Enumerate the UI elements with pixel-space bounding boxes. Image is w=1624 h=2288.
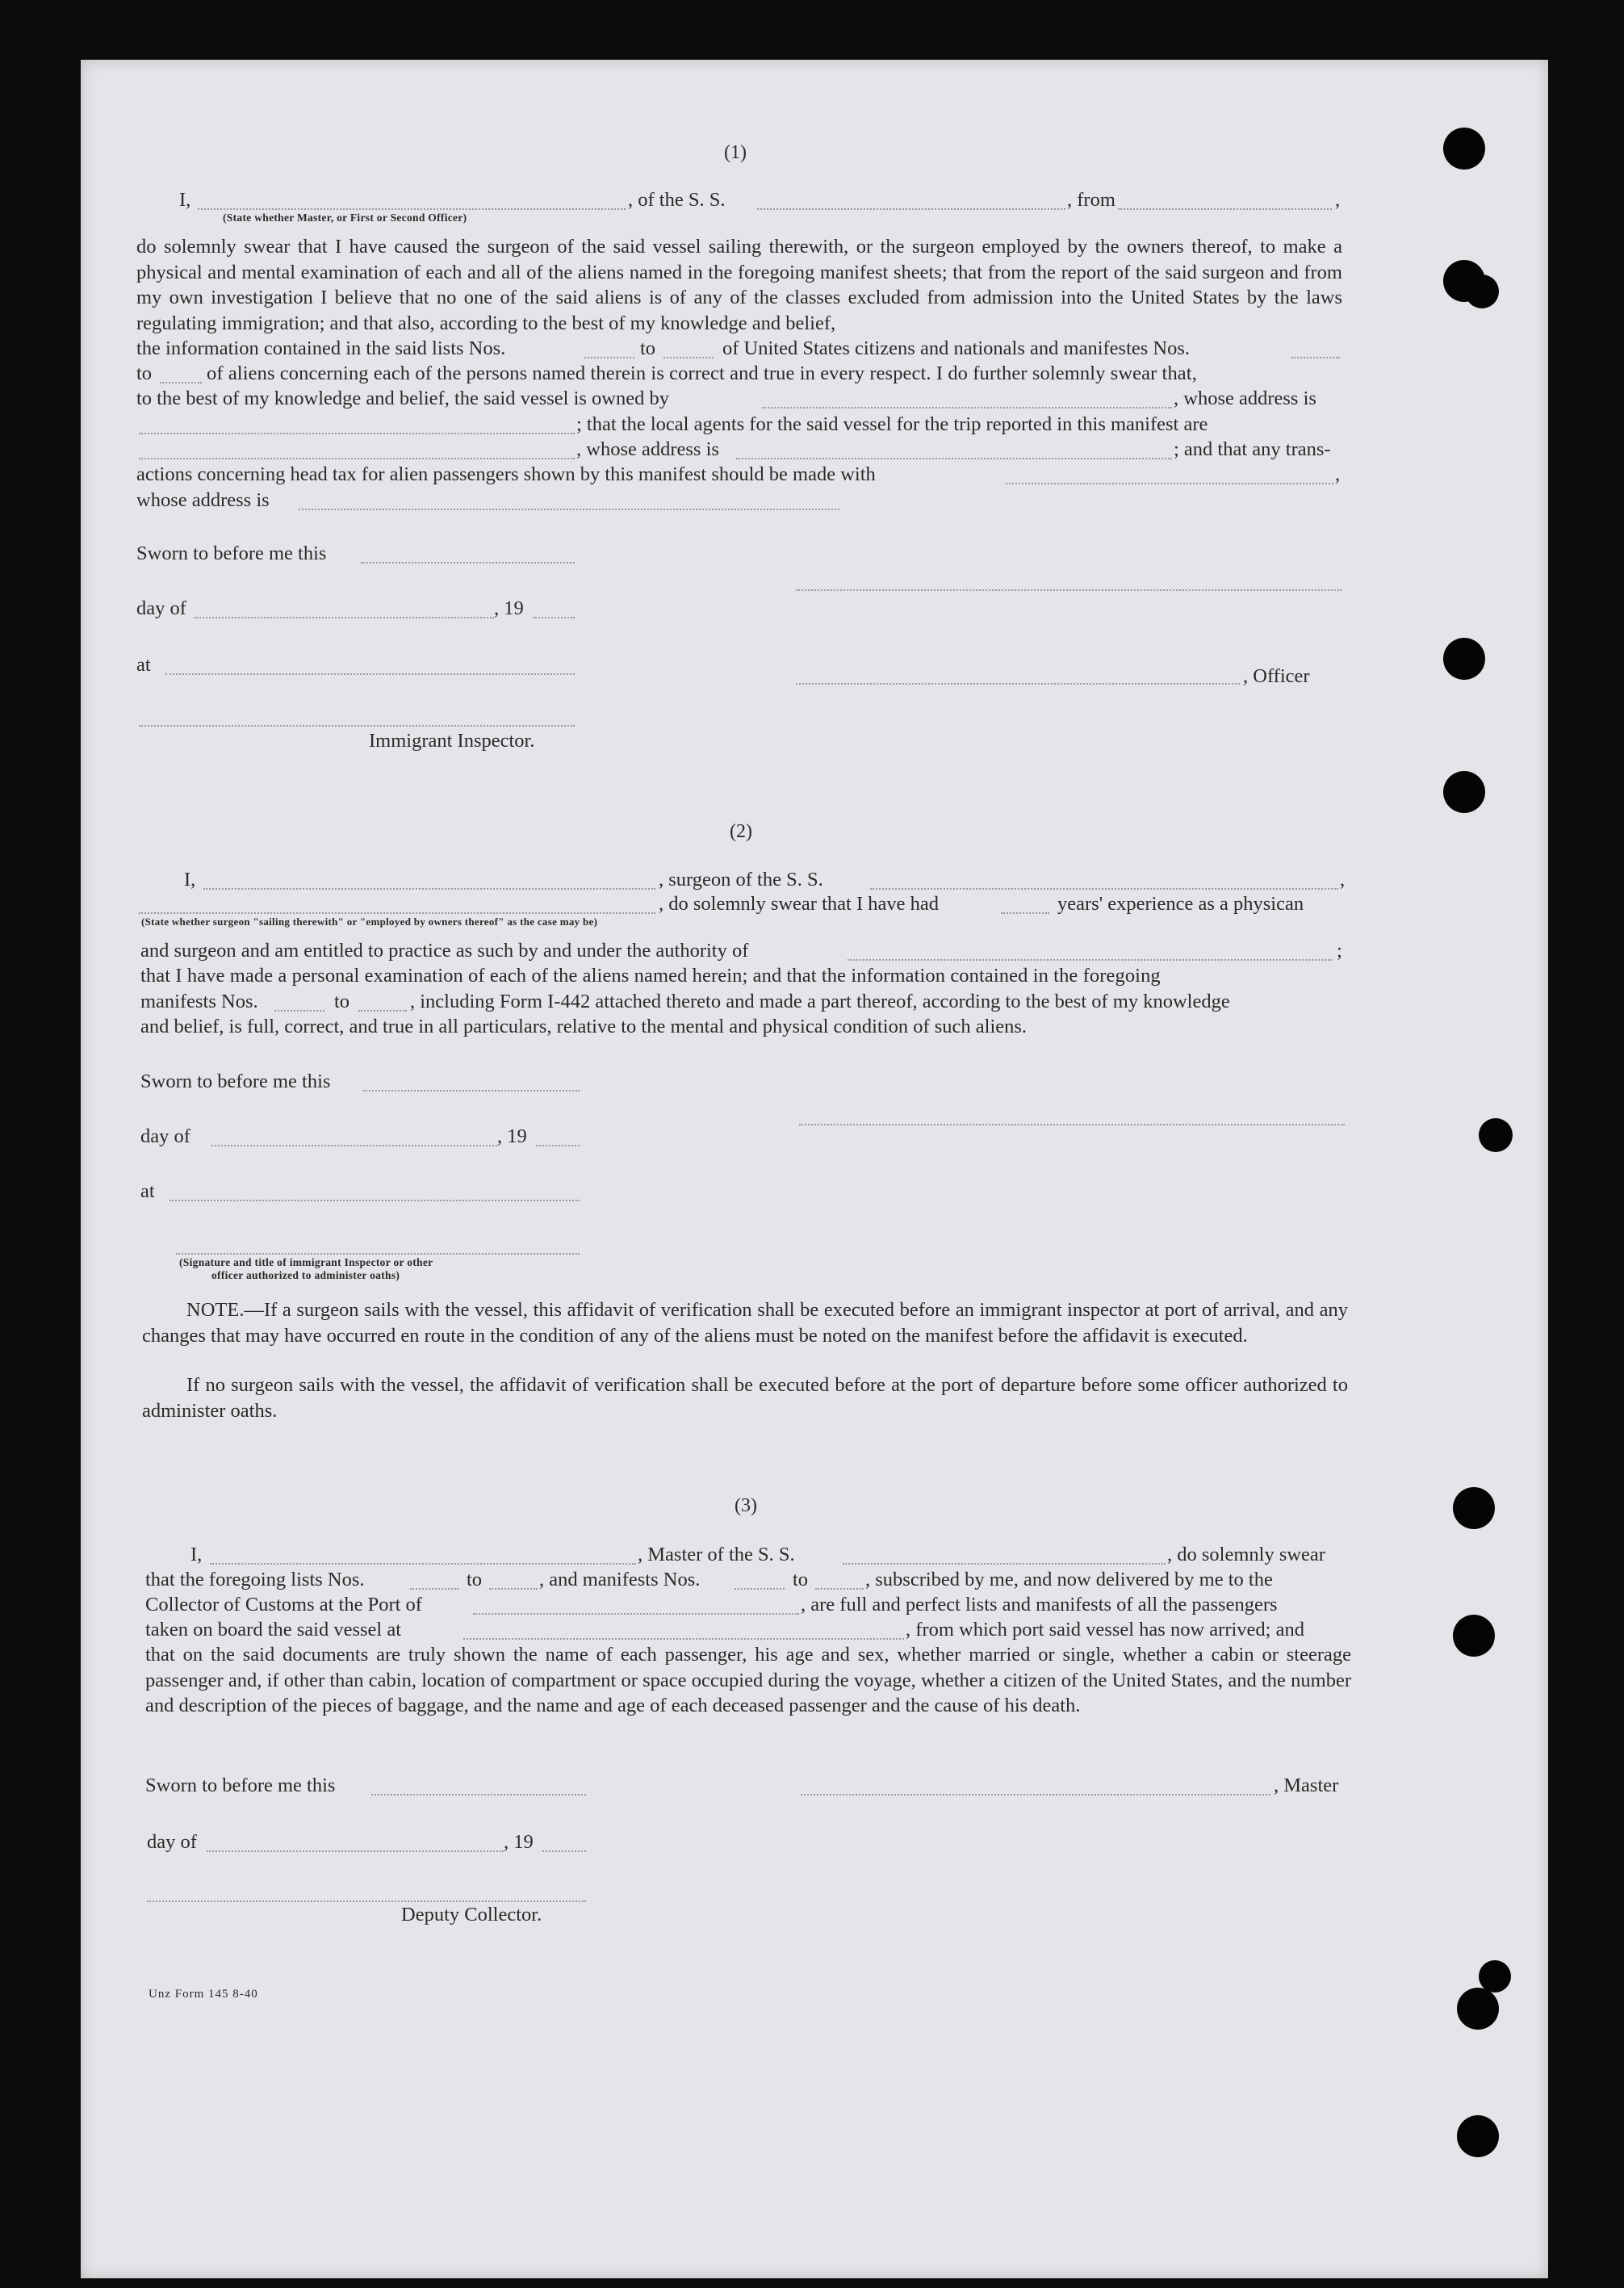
s3-list-to-blank [489, 1588, 538, 1590]
s2-sworn-blank [363, 1090, 580, 1092]
s1-officer-signature-blank [796, 683, 1240, 685]
s2-surgeon-caption: (State whether surgeon "sailing therewith" or "employed by owners thereof" as the case may be) [141, 916, 598, 928]
s2-day-of: day of [140, 1125, 190, 1147]
binder-hole-3 [1465, 274, 1499, 308]
s2-authority-line: and surgeon and am entitled to practice as such by and under the authority of [140, 940, 749, 962]
s2-manifests-nos: manifests Nos. [140, 991, 258, 1012]
s3-sworn-blank [371, 1794, 586, 1796]
binder-hole-11 [1457, 2115, 1499, 2157]
section-1-number: (1) [724, 142, 747, 163]
s1-head-tax-line: actions concerning head tax for alien passengers shown by this manifest should be made with [136, 463, 876, 485]
s1-of-ss: , of the S. S. [628, 189, 726, 211]
s1-sworn: Sworn to before me this [136, 543, 327, 564]
s1-whose-address-blank [299, 509, 839, 510]
s1-from: , from [1067, 189, 1115, 211]
s2-manifest-to-blank [358, 1010, 407, 1012]
s1-owned-by: to the best of my knowledge and belief, the said vessel is owned by [136, 388, 669, 409]
s1-agents-blank [139, 458, 575, 459]
s1-comma: , [1335, 189, 1341, 211]
s3-arrived: , from which port said vessel has now arrived; and [906, 1619, 1304, 1641]
s2-day-blank [211, 1145, 497, 1146]
s1-agent-address-blank [736, 458, 1172, 459]
s2-manifests-to: to [334, 991, 350, 1012]
s1-owner-address-blank [139, 433, 575, 434]
binder-hole-6 [1479, 1118, 1513, 1152]
s3-solemnly-swear: , do solemnly swear [1167, 1544, 1325, 1565]
s3-deputy-collector: Deputy Collector. [401, 1904, 542, 1926]
s1-inspector-blank [139, 725, 575, 727]
s2-vessel-blank [870, 888, 1338, 890]
s1-transactions-label: ; and that any trans- [1174, 438, 1331, 460]
s1-signature-blank-a [796, 589, 1341, 591]
s3-manifests-nos: , and manifests Nos. [539, 1569, 701, 1590]
s3-documents-paragraph: that on the said documents are truly shown the name of each passenger, his age and sex, whether married or single, whether a cabin or steerage passenger and, if other than cabin, location of compartment or space occupied during the voyage, whether a citizen of the United States, and the number and description of the pieces of baggage, and the name and age of each deceased passenger and the cause of his death. [145, 1644, 1351, 1716]
s1-manifest-blank [1291, 357, 1340, 358]
s2-surgeon-signature-blank [799, 1124, 1345, 1125]
s1-head-tax-blank [1006, 483, 1333, 484]
s3-master-signature-blank [801, 1794, 1270, 1796]
s2-semicolon: ; [1337, 940, 1342, 962]
section-3-number: (3) [735, 1495, 757, 1516]
s2-authority-blank [848, 959, 1332, 961]
s3-collector-line: Collector of Customs at the Port of [145, 1594, 422, 1615]
s3-year-blank [542, 1850, 586, 1852]
s1-manifest-to-blank [160, 382, 202, 383]
s1-i: I, [179, 189, 191, 211]
s2-surgeon-name-blank [203, 888, 655, 890]
binder-hole-10 [1457, 1988, 1499, 2030]
s1-whose-address: whose address is [136, 489, 270, 511]
s2-note-2: If no surgeon sails with the vessel, the affidavit of verification shall be executed before at the port of departure before some officer authorized to administer oaths. [142, 1374, 1348, 1422]
s2-at: at [140, 1180, 155, 1202]
s2-examination-line: that I have made a personal examination of each of the aliens named herein; and that the information contained in the foregoing [140, 965, 1161, 987]
binder-hole-1 [1443, 128, 1485, 170]
s3-subscribed: , subscribed by me, and now delivered by me to the [865, 1569, 1273, 1590]
s3-master-of-ss: , Master of the S. S. [638, 1544, 795, 1565]
binder-hole-7 [1453, 1487, 1495, 1529]
s1-agents-line: ; that the local agents for the said vessel for the trip reported in this manifest are [576, 413, 1208, 435]
s1-officer-label: , Officer [1243, 665, 1310, 687]
binder-hole-5 [1443, 771, 1485, 813]
s3-sworn: Sworn to before me this [145, 1775, 336, 1796]
s1-rank-caption: (State whether Master, or First or Second Officer) [223, 212, 467, 224]
s2-belief-line: and belief, is full, correct, and true in all particulars, relative to the mental and physical condition of such aliens. [140, 1016, 1028, 1037]
s3-list-from-blank [410, 1588, 458, 1590]
s1-owner-address-label: , whose address is [1174, 388, 1316, 409]
s3-vessel-blank [843, 1563, 1166, 1565]
s3-day-blank [207, 1850, 504, 1852]
s3-full-perfect: , are full and perfect lists and manifests of all the passengers [801, 1594, 1278, 1615]
s3-day-of: day of [147, 1831, 197, 1853]
s1-inspector-label: Immigrant Inspector. [369, 730, 535, 752]
s2-form-line: , including Form I-442 attached thereto and made a part thereof, according to the best of my knowledge [410, 991, 1230, 1012]
s2-swear-experience: , do solemnly swear that I have had [659, 893, 939, 915]
s2-note-1: NOTE.—If a surgeon sails with the vessel, this affidavit of verification shall be executed before an immigrant inspector at port of arrival, and any changes that may have occurred en route in the condition of any of the aliens must be noted on the manifest before the affidavit is executed. [142, 1299, 1348, 1347]
s1-from-blank [1118, 208, 1332, 210]
s3-taken-on-board: taken on board the said vessel at [145, 1619, 402, 1641]
s2-surgeon-of-ss: , surgeon of the S. S. [659, 869, 823, 890]
s2-i: I, [184, 869, 196, 890]
s1-agent-address-label: , whose address is [576, 438, 719, 460]
s2-manifest-from-blank [274, 1010, 324, 1012]
s2-years-label: years' experience as a physican [1057, 893, 1304, 915]
s1-year: , 19 [494, 597, 524, 619]
s2-year: , 19 [497, 1125, 527, 1147]
s3-manifests-to: to [793, 1569, 809, 1590]
s3-manifest-to-blank [815, 1588, 864, 1590]
s3-year: , 19 [504, 1831, 534, 1853]
s2-surgeon-type-blank [139, 912, 655, 914]
s3-i: I, [190, 1544, 203, 1565]
s1-day-blank [194, 617, 494, 618]
s1-day-of: day of [136, 597, 186, 619]
s2-signature-caption-2: officer authorized to administer oaths) [211, 1269, 400, 1281]
s2-year-blank [536, 1145, 580, 1146]
s3-port-blank [473, 1613, 799, 1615]
section-2-number: (2) [730, 821, 752, 842]
s1-aliens-line: of aliens concerning each of the persons named therein is correct and true in every respect. I do further solemnly swear that, [207, 362, 1197, 384]
s3-master-name-blank [210, 1563, 636, 1565]
s2-sworn: Sworn to before me this [140, 1071, 331, 1092]
s1-at-blank [165, 673, 575, 675]
s1-sworn-blank [361, 562, 575, 564]
s3-departure-port-blank [463, 1638, 904, 1640]
s1-oath-paragraph: do solemnly swear that I have caused the surgeon of the said vessel sailing therewith, or the surgeon employed by the owners thereof, to make a physical and mental examination of each and all of the aliens named in the foregoing manifest sheets; that from the report of the said surgeon and from my own investigation I believe that no one of the said aliens is of any of the classes excluded from admission into the United States by the laws regulating immigration; and that also, according to the best of my knowledge and belief, [136, 236, 1342, 334]
s2-at-blank [170, 1200, 580, 1201]
s2-years-blank [1001, 912, 1049, 914]
s1-list-from-blank [584, 357, 634, 358]
s2-comma: , [1340, 869, 1346, 890]
s3-master-label: , Master [1274, 1775, 1339, 1796]
binder-hole-4 [1443, 638, 1485, 680]
s3-manifest-from-blank [735, 1588, 785, 1590]
s2-signature-caption-1: (Signature and title of immigrant Inspector or other [179, 1256, 433, 1268]
s1-year-blank [533, 617, 575, 618]
s3-lists-nos: that the foregoing lists Nos. [145, 1569, 365, 1590]
s1-officer-rank-blank [198, 208, 626, 210]
s1-vessel-blank [757, 208, 1065, 210]
s3-lists-to: to [467, 1569, 483, 1590]
s1-info-line-b: of United States citizens and nationals and manifestes Nos. [722, 337, 1191, 359]
s1-owner-blank [762, 407, 1172, 409]
s2-inspector-blank [176, 1253, 580, 1255]
s1-to: to [136, 362, 153, 384]
s1-info-to: to [640, 337, 656, 359]
s1-at: at [136, 654, 151, 676]
s1-head-tax-comma: , [1335, 463, 1341, 485]
binder-hole-8 [1453, 1615, 1495, 1657]
s1-list-to-blank [663, 357, 714, 358]
form-number: Unz Form 145 8-40 [149, 1988, 258, 2001]
s1-info-line-a: the information contained in the said lists Nos. [136, 337, 506, 359]
